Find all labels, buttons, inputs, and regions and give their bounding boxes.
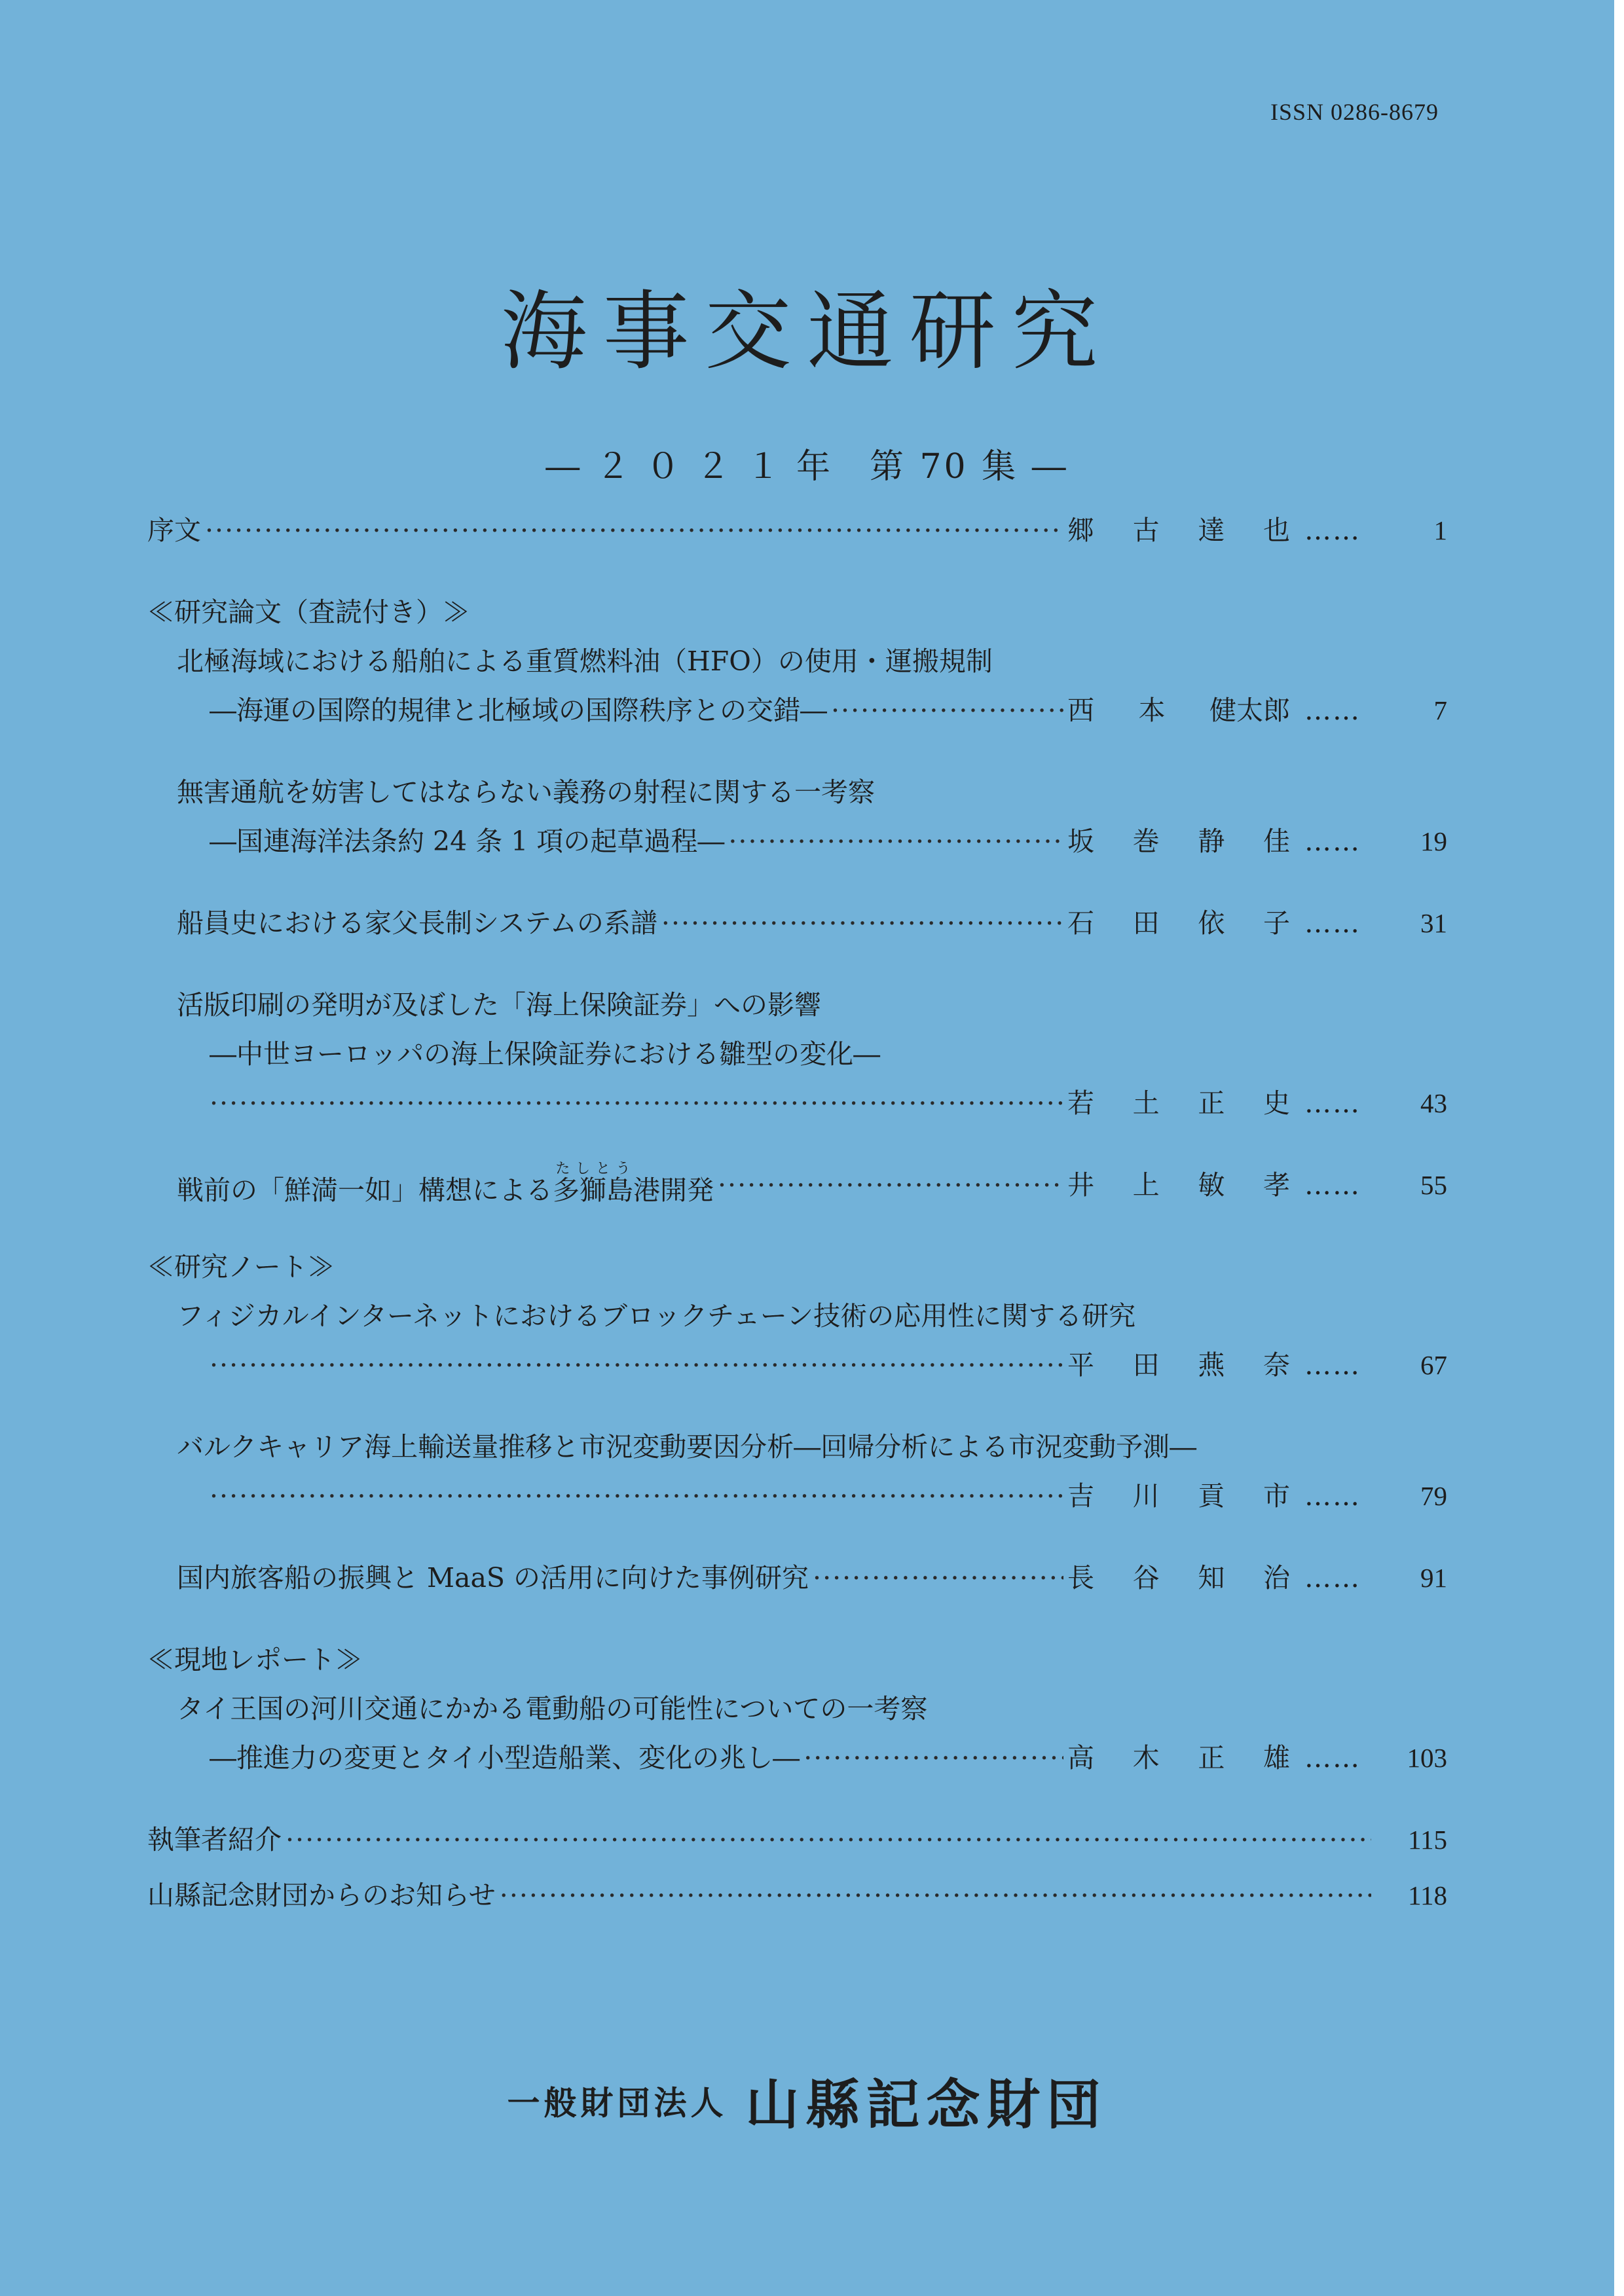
- entry-page: 7: [1433, 695, 1447, 725]
- entry-author: 西 本 健太郎: [1067, 695, 1290, 726]
- toc-entry-physical-internet[interactable]: [210, 1345, 1447, 1385]
- entry-page: 67: [1420, 1350, 1447, 1380]
- issn-label: ISSN 0286-8679: [1270, 99, 1439, 125]
- entry-subtitle: ―国連海洋法条約 24 条 1 項の起草過程―: [210, 826, 725, 857]
- entry-author: 平 田 燕 奈: [1067, 1349, 1290, 1381]
- entry-author: 郷 古 達 也: [1067, 515, 1290, 546]
- toc-entry-printing[interactable]: [210, 1084, 1447, 1123]
- publisher-corp-type: 一般財団法人: [507, 2084, 728, 2123]
- dot-leader: [661, 903, 1063, 943]
- entry-title: 国内旅客船の振興と MaaS の活用に向けた事例研究: [177, 1562, 809, 1594]
- toc-entry-tashito-port[interactable]: [177, 1160, 1447, 1206]
- journal-title: 海事交通研究: [500, 282, 1114, 382]
- publisher-foundation: 山縣記念財団: [745, 2074, 1107, 2136]
- entry-page: 103: [1407, 1743, 1447, 1773]
- entry-page: 43: [1420, 1088, 1447, 1118]
- toc-entry-innocent-passage[interactable]: [210, 822, 1447, 861]
- toc-entry-title[interactable]: フィジカルインターネットにおけるブロックチェーン技術の応用性に関する研究: [177, 1300, 1136, 1332]
- entry-title: 序文: [147, 515, 201, 546]
- toc-entry-preface[interactable]: [147, 511, 1447, 550]
- entry-author: 長 谷 知 治: [1067, 1562, 1290, 1594]
- entry-author: 若 土 正 史: [1067, 1087, 1290, 1119]
- entry-page: 55: [1420, 1170, 1447, 1200]
- dot-leader: [718, 1165, 1063, 1205]
- entry-page: 1: [1433, 515, 1447, 545]
- toc-entry-title[interactable]: 北極海域における船舶による重質燃料油（HFO）の使用・運搬規制: [177, 646, 993, 677]
- entry-page: 118: [1408, 1880, 1447, 1910]
- toc-entry-patriarchy[interactable]: [177, 903, 1447, 943]
- toc-entry-maas[interactable]: [177, 1558, 1447, 1597]
- dot-leader: ……: [1304, 907, 1361, 939]
- section-heading-research-papers: ≪研究論文（査読付き）≫: [147, 596, 470, 628]
- dot-leader: ……: [1304, 1169, 1361, 1201]
- toc-entry-title[interactable]: 活版印刷の発明が及ぼした「海上保険証券」への影響: [177, 989, 821, 1021]
- dot-leader: ……: [1304, 826, 1361, 857]
- entry-title: 山縣記念財団からのお知らせ: [147, 1880, 496, 1911]
- entry-author: 坂 巻 静 佳: [1067, 826, 1290, 857]
- entry-title: 執筆者紹介: [147, 1824, 282, 1855]
- entry-title: 戦前の「鮮満一如」構想による多獅島たしとう港開発: [177, 1160, 714, 1206]
- dot-leader: [210, 1476, 1063, 1516]
- toc-entry-title[interactable]: 無害通航を妨害してはならない義務の射程に関する一考察: [177, 776, 875, 808]
- entry-author: 吉 川 貢 市: [1067, 1480, 1290, 1512]
- dot-leader: ……: [1304, 1349, 1361, 1381]
- dot-leader: [803, 1738, 1063, 1777]
- dot-leader: [210, 1084, 1063, 1123]
- toc-entry-contributors[interactable]: [147, 1820, 1447, 1859]
- toc-entry-title[interactable]: タイ王国の河川交通にかかる電動船の可能性についての一考察: [177, 1693, 928, 1724]
- entry-subtitle: ―推進力の変更とタイ小型造船業、変化の兆し―: [210, 1742, 800, 1774]
- toc-entry-electric-boats[interactable]: [210, 1738, 1447, 1777]
- dot-leader: ……: [1304, 515, 1361, 546]
- section-heading-research-notes: ≪研究ノート≫: [147, 1251, 335, 1283]
- dot-leader: [831, 691, 1063, 730]
- entry-page: 31: [1420, 908, 1447, 938]
- toc-entry-title[interactable]: バルクキャリア海上輸送量推移と市況変動要因分析―回帰分析による市況変動予測―: [177, 1431, 1197, 1463]
- entry-author: 高 木 正 雄: [1067, 1742, 1290, 1774]
- entry-subtitle: ―海運の国際的規律と北極域の国際秩序との交錯―: [210, 695, 827, 726]
- entry-page: 79: [1420, 1481, 1447, 1511]
- entry-author: 井 上 敏 孝: [1067, 1169, 1290, 1201]
- publisher-name: [0, 2062, 1614, 2139]
- dot-leader: [500, 1876, 1371, 1915]
- toc-entry-subtitle: ―中世ヨーロッパの海上保険証券における雛型の変化―: [210, 1038, 881, 1070]
- section-heading-field-reports: ≪現地レポート≫: [147, 1644, 362, 1675]
- entry-page: 19: [1420, 826, 1447, 856]
- dot-leader: ……: [1304, 1087, 1361, 1119]
- dot-leader: [210, 1345, 1063, 1385]
- dot-leader: ……: [1304, 695, 1361, 726]
- dot-leader: [286, 1820, 1371, 1859]
- toc-entry-arctic-hfo[interactable]: [210, 691, 1447, 730]
- dot-leader: [728, 822, 1063, 861]
- dot-leader: ……: [1304, 1742, 1361, 1774]
- entry-page: 91: [1420, 1563, 1447, 1593]
- toc-entry-bulk-carrier[interactable]: [210, 1476, 1447, 1516]
- dot-leader: [205, 511, 1063, 550]
- entry-title: 船員史における家父長制システムの系譜: [177, 907, 657, 939]
- dot-leader: [813, 1558, 1063, 1597]
- entry-page: 115: [1408, 1825, 1447, 1855]
- entry-author: 石 田 依 子: [1067, 907, 1290, 939]
- dot-leader: ……: [1304, 1480, 1361, 1512]
- dot-leader: ……: [1304, 1562, 1361, 1594]
- issue-label: ― ２ ０ ２ １ 年 第 70 集 ―: [545, 447, 1069, 486]
- toc-entry-notice[interactable]: [147, 1876, 1447, 1915]
